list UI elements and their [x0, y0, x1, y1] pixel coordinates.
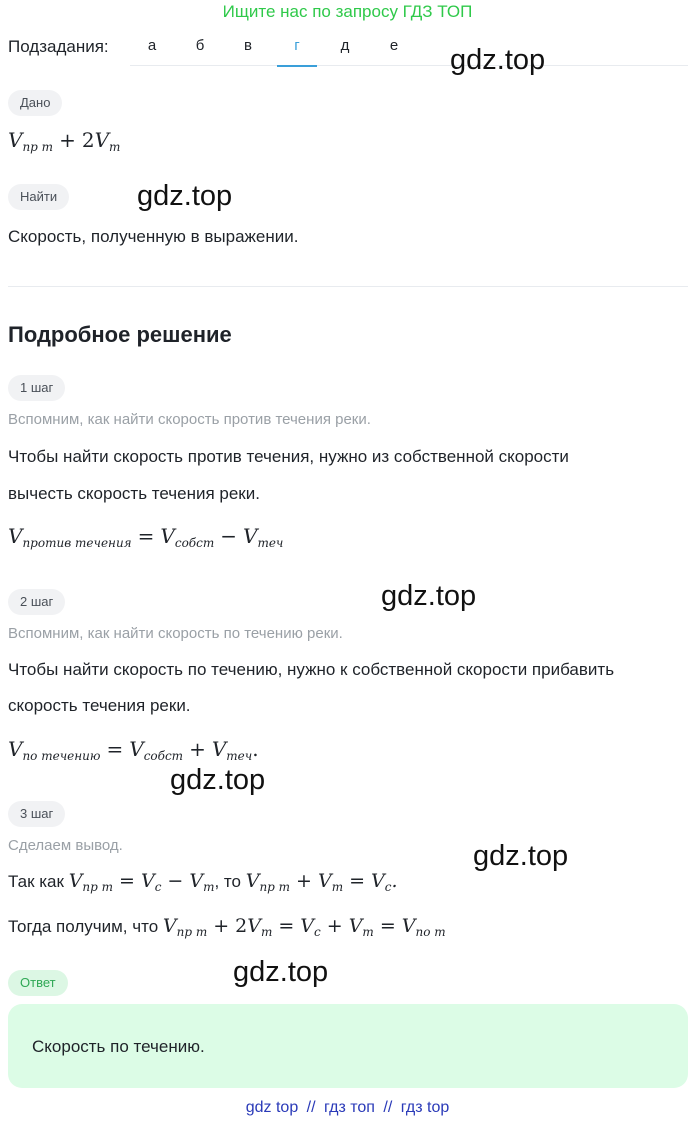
answer-text: Скорость по течению.: [32, 1037, 205, 1056]
search-banner: Ищите нас по запросу ГДЗ ТОП: [222, 2, 473, 21]
find-chip: Найти: [8, 184, 69, 210]
watermark: gdz.top: [137, 180, 233, 212]
step-1-chip: 1 шаг: [8, 375, 65, 401]
step-1-text-line1: Чтобы найти скорость против течения, нужно из собственной скорости: [8, 447, 569, 466]
step-3-chip: 3 шаг: [8, 801, 65, 827]
watermark: gdz.top: [473, 840, 569, 872]
step-1-text-line2: вычесть скорость течения реки.: [8, 484, 260, 503]
divider: [8, 286, 688, 287]
footer-link-gdz-top-ru[interactable]: гдз топ: [324, 1099, 375, 1116]
given-formula: $V_{пр т} + 2V_т$: [8, 128, 121, 154]
footer-separator: //: [383, 1099, 393, 1116]
step-2-text-line1: Чтобы найти скорость по течению, нужно к собственной скорости прибавить: [8, 660, 615, 679]
find-text: Скорость, полученную в выражении.: [8, 227, 299, 246]
step-2-formula: $V_{по течению} = V_{собст} + V_{теч}$.: [8, 737, 259, 763]
tab-g[interactable]: г: [277, 37, 317, 67]
tab-a[interactable]: а: [147, 37, 157, 54]
step-2-hint: Вспомним, как найти скорость по течению реки.: [8, 625, 343, 642]
tab-b[interactable]: б: [195, 37, 205, 54]
watermark: gdz.top: [170, 764, 266, 796]
tab-v[interactable]: в: [244, 37, 252, 54]
subtasks-nav: [8, 30, 688, 66]
step-2-text-line2: скорость течения реки.: [8, 696, 191, 715]
tab-d[interactable]: д: [340, 37, 350, 54]
watermark: gdz.top: [233, 956, 329, 988]
step-3-result: Тогда получим, что $V_{пр т} + 2V_т = V_с + V_т = V_{по т}$: [8, 915, 446, 939]
tab-e[interactable]: е: [389, 37, 399, 54]
step-3-hint: Сделаем вывод.: [8, 837, 123, 854]
solution-title: Подробное решение: [8, 322, 232, 347]
watermark: gdz.top: [381, 580, 477, 612]
step-2-chip: 2 шаг: [8, 589, 65, 615]
answer-chip: Ответ: [8, 970, 68, 996]
subtasks-label: Подзадания:: [8, 37, 109, 56]
footer-separator: //: [306, 1099, 316, 1116]
footer-link-gdz-top-mixed[interactable]: гдз top: [400, 1099, 450, 1116]
step-1-hint: Вспомним, как найти скорость против течения реки.: [8, 411, 371, 428]
answer-box: [8, 1004, 688, 1088]
step-1-formula: $V_{против течения} = V_{собст} - V_{теч}$: [8, 524, 284, 550]
watermark: gdz.top: [450, 44, 546, 76]
step-3-conclusion: Так как $V_{пр т} = V_с - V_т$, то $V_{пр т} + V_т = V_с$.: [8, 870, 398, 894]
footer-links: [0, 1099, 695, 1117]
footer-link-gdz-top[interactable]: gdz top: [245, 1099, 299, 1116]
given-chip: Дано: [8, 90, 62, 116]
subtask-tabs: [130, 30, 688, 66]
